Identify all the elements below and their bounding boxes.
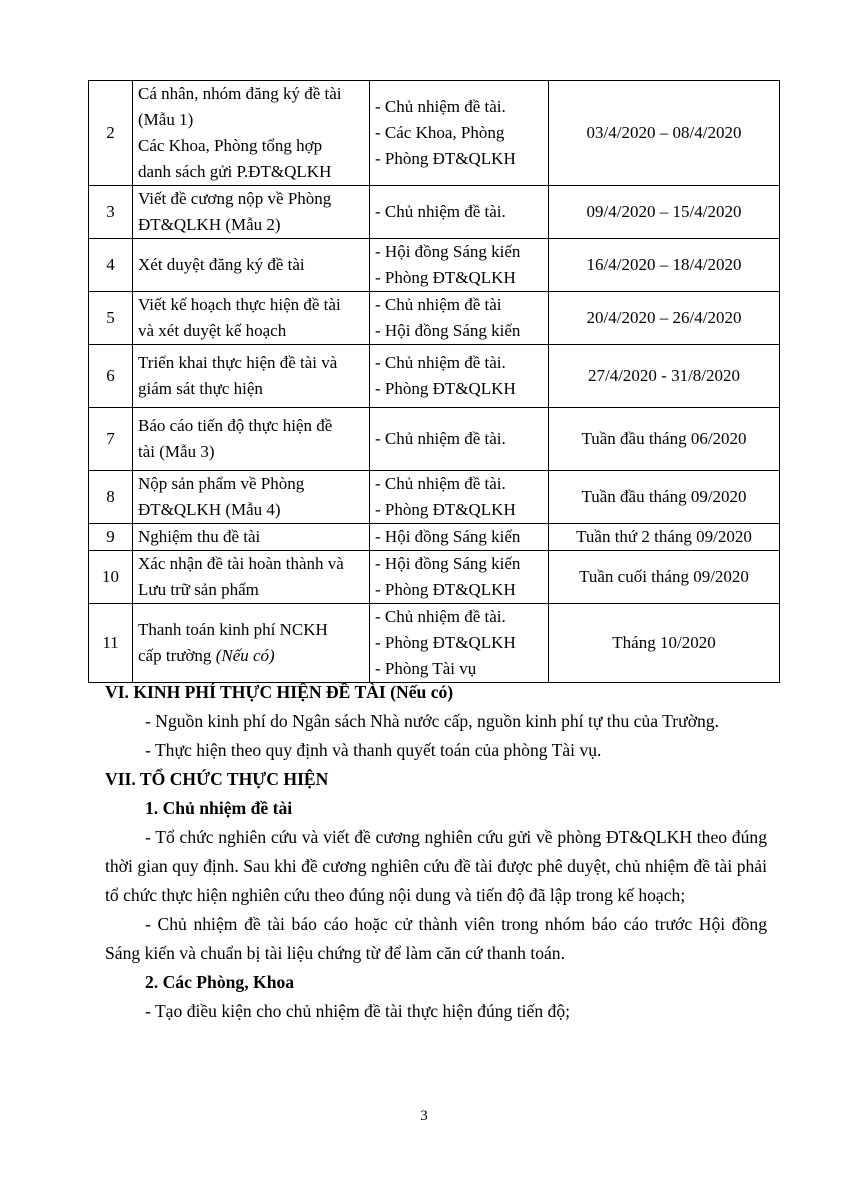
responsible-cell: [370, 345, 549, 408]
table-row: [89, 186, 780, 239]
responsible-line: - Hội đồng Sáng kiến: [375, 527, 521, 546]
task-cell: [133, 239, 370, 292]
responsible-cell: [370, 471, 549, 524]
responsible-line: - Phòng ĐT&QLKH: [375, 500, 516, 519]
section-7-subheading-1: 1. Chủ nhiệm đề tài: [145, 798, 293, 818]
task-line: Xét duyệt đăng ký đề tài: [138, 255, 305, 274]
responsible-line: - Chủ nhiệm đề tài.: [375, 353, 506, 372]
time-cell: 20/4/2020 – 26/4/2020: [549, 292, 780, 345]
time-cell: 16/4/2020 – 18/4/2020: [549, 239, 780, 292]
table-row: [89, 292, 780, 345]
task-line: Nộp sản phẩm về Phòng: [138, 474, 305, 493]
task-cell: [133, 81, 370, 186]
task-line: Các Khoa, Phòng tổng hợp: [138, 136, 323, 155]
table-row: [89, 239, 780, 292]
responsible-line: - Hội đồng Sáng kiến: [375, 242, 521, 261]
table-row: [89, 604, 780, 683]
task-line: và xét duyệt kế hoạch: [138, 321, 287, 340]
task-cell: [133, 292, 370, 345]
time-cell: 09/4/2020 – 15/4/2020: [549, 186, 780, 239]
time-cell: 27/4/2020 - 31/8/2020: [549, 345, 780, 408]
section-6-paragraph-1: - Nguồn kinh phí do Ngân sách Nhà nước cấp, nguồn kinh phí tự thu của Trường.: [145, 711, 719, 731]
row-number: 9: [89, 524, 133, 551]
row-number: 5: [89, 292, 133, 345]
responsible-line: - Phòng ĐT&QLKH: [375, 268, 516, 287]
task-cell: [133, 524, 370, 551]
task-cell: [133, 408, 370, 471]
row-number: 6: [89, 345, 133, 408]
task-line: Xác nhận đề tài hoàn thành và: [138, 554, 344, 573]
task-line: danh sách gửi P.ĐT&QLKH: [138, 162, 332, 181]
responsible-line: - Các Khoa, Phòng: [375, 123, 505, 142]
task-line: Viết kế hoạch thực hiện đề tài: [138, 295, 341, 314]
row-number: 8: [89, 471, 133, 524]
section-7-heading: VII. TỔ CHỨC THỰC HIỆN: [105, 769, 329, 789]
responsible-line: - Phòng Tài vụ: [375, 659, 477, 678]
schedule-table-body: [89, 81, 780, 683]
section-7-paragraph-2: - Chủ nhiệm đề tài báo cáo hoặc cử thành viên trong nhóm báo cáo trước Hội đồng Sáng kiến và chuẩn bị tài liệu chứng từ để làm căn cứ thanh toán.: [105, 914, 767, 963]
task-line: Lưu trữ sản phẩm: [138, 580, 259, 599]
task-line: Nghiệm thu đề tài: [138, 527, 261, 546]
responsible-line: - Hội đồng Sáng kiến: [375, 554, 521, 573]
time-cell: Tháng 10/2020: [549, 604, 780, 683]
responsible-line: - Chủ nhiệm đề tài.: [375, 202, 506, 221]
row-number: 4: [89, 239, 133, 292]
responsible-line: - Chủ nhiệm đề tài.: [375, 97, 506, 116]
body-text: [105, 678, 767, 1026]
table-row: [89, 551, 780, 604]
task-cell: [133, 186, 370, 239]
time-cell: Tuần đầu tháng 09/2020: [549, 471, 780, 524]
responsible-line: - Chủ nhiệm đề tài.: [375, 474, 506, 493]
section-7-paragraph-1: - Tổ chức nghiên cứu và viết đề cương nghiên cứu gửi về phòng ĐT&QLKH theo đúng thời gian quy định. Sau khi đề cương nghiên cứu đề tài được phê duyệt, chủ nhiệm đề tài phải tổ chức thực hiện nghiên cứu theo đúng nội dung và tiến độ đã lập trong kế hoạch;: [105, 827, 767, 905]
table-row: [89, 471, 780, 524]
task-line: ĐT&QLKH (Mẫu 4): [138, 500, 281, 519]
task-line: Cá nhân, nhóm đăng ký đề tài: [138, 84, 342, 103]
row-number: 3: [89, 186, 133, 239]
responsible-cell: [370, 524, 549, 551]
section-7-paragraph-3: - Tạo điều kiện cho chủ nhiệm đề tài thực hiện đúng tiến độ;: [145, 1001, 570, 1021]
time-cell: Tuần thứ 2 tháng 09/2020: [549, 524, 780, 551]
task-line-with-note: [138, 643, 364, 669]
task-line: tài (Mẫu 3): [138, 442, 215, 461]
task-cell: [133, 604, 370, 683]
responsible-line: - Chủ nhiệm đề tài.: [375, 607, 506, 626]
task-line: cấp trường: [138, 646, 216, 665]
task-line: Thanh toán kinh phí NCKH: [138, 620, 328, 639]
task-line: (Mẫu 1): [138, 110, 194, 129]
responsible-line: - Phòng ĐT&QLKH: [375, 379, 516, 398]
task-cell: [133, 551, 370, 604]
row-number: 11: [89, 604, 133, 683]
table-row: [89, 408, 780, 471]
time-cell: Tuần đầu tháng 06/2020: [549, 408, 780, 471]
row-number: 10: [89, 551, 133, 604]
schedule-table: [88, 80, 780, 683]
section-6-paragraph-2: - Thực hiện theo quy định và thanh quyết toán của phòng Tài vụ.: [145, 740, 602, 760]
task-cell: [133, 471, 370, 524]
responsible-cell: [370, 239, 549, 292]
task-line: ĐT&QLKH (Mẫu 2): [138, 215, 281, 234]
task-line: giám sát thực hiện: [138, 379, 263, 398]
table-row: [89, 81, 780, 186]
responsible-cell: [370, 408, 549, 471]
row-number: 2: [89, 81, 133, 186]
task-line: Báo cáo tiến độ thực hiện đề: [138, 416, 333, 435]
responsible-cell: [370, 292, 549, 345]
responsible-line: - Phòng ĐT&QLKH: [375, 633, 516, 652]
task-note: (Nếu có): [215, 646, 275, 665]
responsible-line: - Phòng ĐT&QLKH: [375, 149, 516, 168]
time-cell: 03/4/2020 – 08/4/2020: [549, 81, 780, 186]
responsible-cell: [370, 551, 549, 604]
task-line: Triển khai thực hiện đề tài và: [138, 353, 338, 372]
responsible-line: - Chủ nhiệm đề tài: [375, 295, 502, 314]
task-line: Viết đề cương nộp về Phòng: [138, 189, 332, 208]
responsible-cell: [370, 81, 549, 186]
table-row: [89, 345, 780, 408]
responsible-line: - Chủ nhiệm đề tài.: [375, 429, 506, 448]
responsible-line: - Hội đồng Sáng kiến: [375, 321, 521, 340]
responsible-cell: [370, 186, 549, 239]
responsible-cell: [370, 604, 549, 683]
task-cell: [133, 345, 370, 408]
section-6-heading: VI. KINH PHÍ THỰC HIỆN ĐỀ TÀI (Nếu có): [105, 682, 454, 702]
time-cell: Tuần cuối tháng 09/2020: [549, 551, 780, 604]
table-row: [89, 524, 780, 551]
section-7-subheading-2: 2. Các Phòng, Khoa: [145, 972, 295, 992]
responsible-line: - Phòng ĐT&QLKH: [375, 580, 516, 599]
page-number: 3: [420, 1108, 428, 1124]
row-number: 7: [89, 408, 133, 471]
